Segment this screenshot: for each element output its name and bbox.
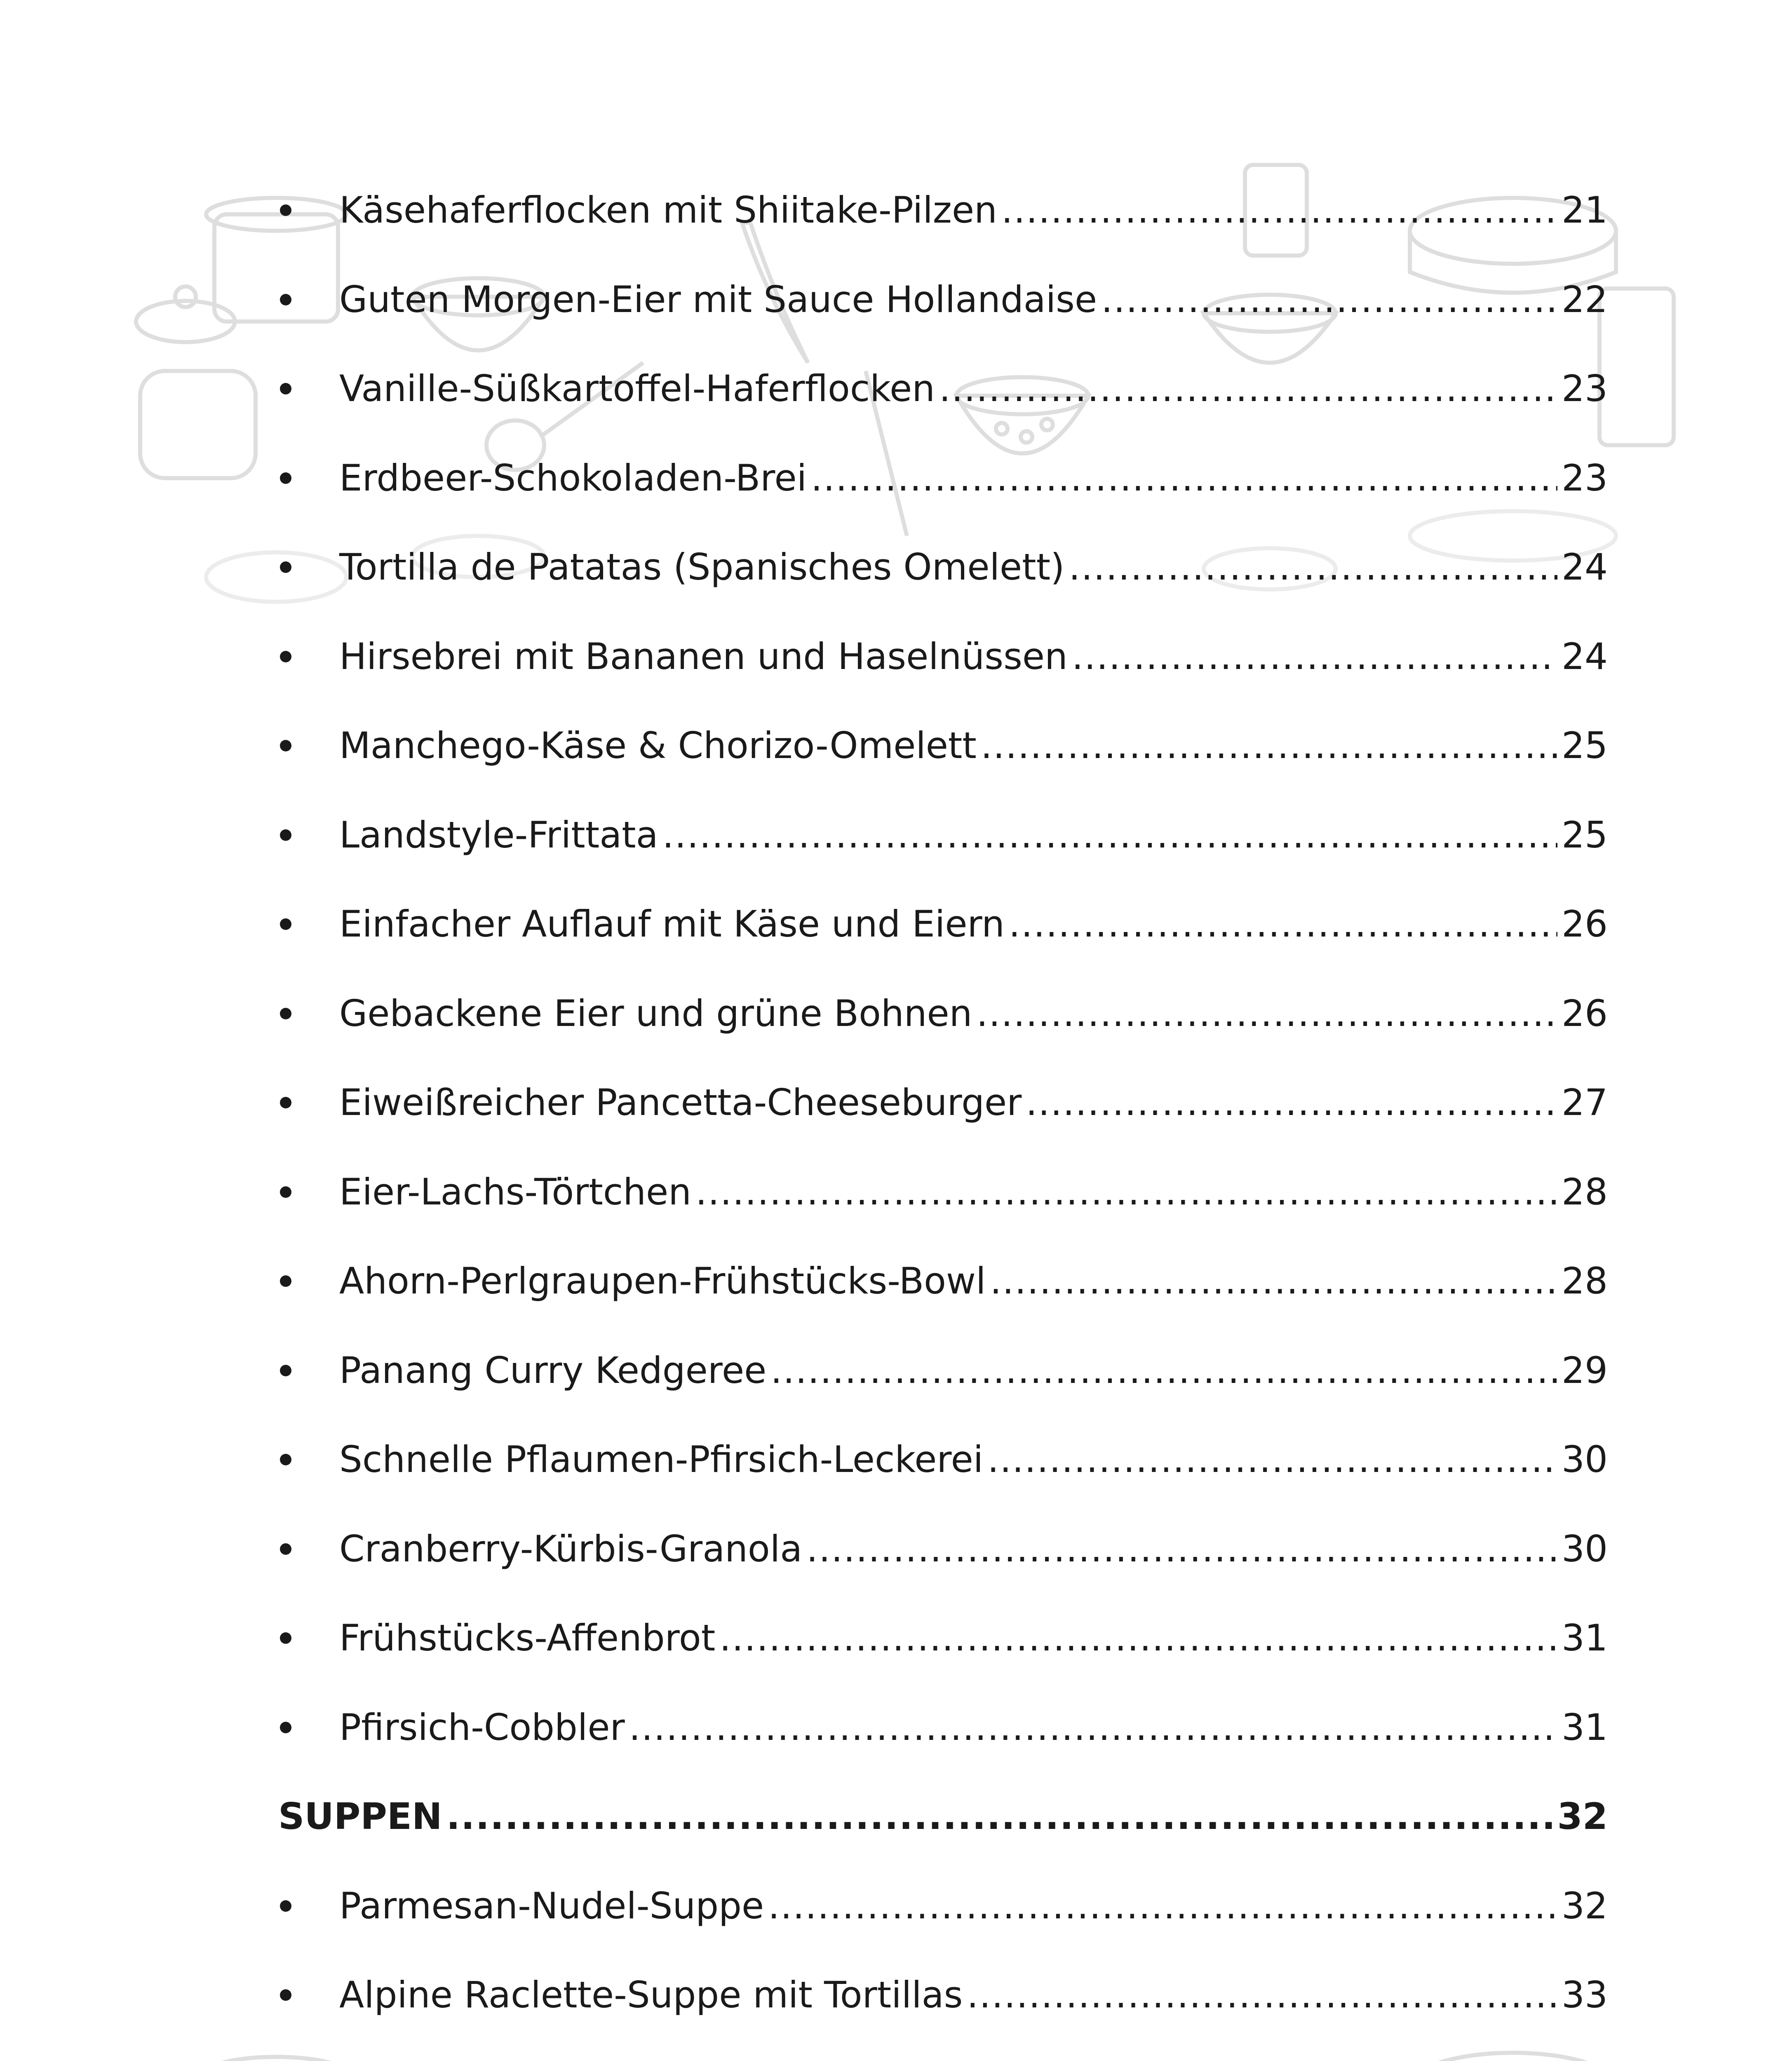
dot-leader (1101, 282, 1557, 318)
bullet-icon (280, 383, 291, 394)
toc-entry-body (339, 546, 1608, 589)
dot-leader (629, 1709, 1557, 1746)
toc-entry-body (339, 1884, 1608, 1927)
toc-entry[interactable] (278, 1951, 1608, 2040)
toc-entry-title: Erdbeer-Schokoladen-Brei (339, 456, 807, 499)
toc-entry-title: Frühstücks-Affenbrot (339, 1617, 716, 1660)
toc-entry-body (339, 367, 1608, 410)
toc-entry[interactable] (278, 1505, 1608, 1594)
table-of-contents (278, 166, 1608, 2061)
bullet-icon (280, 1186, 291, 1198)
toc-entry-body (278, 1795, 1608, 1838)
toc-page-number: 32 (1562, 1884, 1608, 1927)
bullet-icon (280, 1097, 291, 1108)
dot-leader (806, 1531, 1557, 1567)
toc-entry-body (339, 635, 1608, 678)
bullet-icon (280, 294, 291, 305)
dot-leader (1026, 1084, 1557, 1121)
bullet-icon (280, 918, 291, 930)
toc-entry[interactable] (278, 434, 1608, 523)
toc-page-number: 25 (1562, 724, 1608, 767)
toc-entry[interactable] (278, 880, 1608, 969)
pot-with-lid-icon (136, 286, 256, 478)
bullet-icon (280, 1275, 291, 1287)
toc-entry[interactable] (278, 1058, 1608, 1148)
toc-entry-title: Hirsebrei mit Bananen und Haselnüssen (339, 635, 1068, 678)
dot-leader (446, 1798, 1553, 1835)
toc-entry[interactable] (278, 1683, 1608, 1772)
dot-leader (770, 1352, 1557, 1389)
toc-entry[interactable] (278, 166, 1608, 255)
toc-page-number: 27 (1562, 1081, 1608, 1124)
bullet-icon (280, 1008, 291, 1019)
toc-page-number: 31 (1562, 1706, 1608, 1749)
toc-entry-title: Panang Curry Kedgeree (339, 1349, 767, 1392)
toc-page-number: 30 (1562, 1527, 1608, 1570)
toc-entry-title: Guten Morgen-Eier mit Sauce Hollandaise (339, 278, 1097, 321)
toc-page-number: 26 (1562, 992, 1608, 1035)
toc-entry[interactable] (278, 612, 1608, 702)
toc-page-number: 24 (1562, 546, 1608, 589)
toc-entry-body (339, 1349, 1608, 1392)
toc-entry-body (339, 189, 1608, 232)
dot-leader (967, 1977, 1557, 2013)
toc-page-number: 26 (1562, 903, 1608, 946)
toc-entry-title: Eier-Lachs-Törtchen (339, 1170, 691, 1213)
toc-entry-title: Landstyle-Frittata (339, 813, 658, 856)
toc-entry[interactable] (278, 255, 1608, 345)
bullet-icon (280, 1365, 291, 1376)
dot-leader (990, 1263, 1557, 1299)
toc-entry[interactable] (278, 969, 1608, 1059)
toc-entry-body (339, 1170, 1608, 1213)
bullet-icon (280, 472, 291, 484)
toc-entry-body (339, 992, 1608, 1035)
toc-entry-title: SUPPEN (278, 1795, 442, 1838)
dot-leader (768, 1888, 1557, 1924)
bullet-icon (280, 1543, 291, 1555)
toc-entry[interactable] (278, 2040, 1608, 2061)
toc-entry-title: Cranberry-Kürbis-Granola (339, 1527, 803, 1570)
toc-entry[interactable] (278, 791, 1608, 880)
toc-entry[interactable] (278, 1415, 1608, 1505)
bullet-icon (280, 651, 291, 662)
dot-leader (662, 817, 1557, 853)
toc-entry-title: Pfirsich-Cobbler (339, 1706, 625, 1749)
bullet-icon (280, 740, 291, 751)
dot-leader (719, 1620, 1557, 1656)
bullet-icon (280, 829, 291, 841)
bullet-icon (280, 1989, 291, 2001)
toc-entry[interactable] (278, 523, 1608, 612)
toc-entry-title: Tortilla de Patatas (Spanisches Omelett) (339, 546, 1065, 589)
toc-entry-title: Manchego-Käse & Chorizo-Omelett (339, 724, 977, 767)
toc-entry-body (339, 1260, 1608, 1303)
toc-entry-body (339, 1617, 1608, 1660)
dot-leader (1009, 906, 1557, 942)
toc-entry-title: Ahorn-Perlgraupen-Frühstücks-Bowl (339, 1260, 986, 1303)
toc-entry[interactable] (278, 1594, 1608, 1683)
toc-page-number: 24 (1562, 635, 1608, 678)
toc-entry-body (339, 813, 1608, 856)
toc-page-number: 30 (1562, 1438, 1608, 1481)
toc-entry-title: Schnelle Pflaumen-Pfirsich-Leckerei (339, 1438, 984, 1481)
toc-entry[interactable] (278, 701, 1608, 791)
toc-entry-body (339, 1438, 1608, 1481)
toc-entry[interactable] (278, 1326, 1608, 1415)
toc-entry[interactable] (278, 344, 1608, 434)
dot-leader (695, 1174, 1557, 1210)
toc-page-number: 29 (1562, 1349, 1608, 1392)
toc-page-number: 31 (1562, 1617, 1608, 1660)
toc-entry-body (339, 1706, 1608, 1749)
dot-leader (981, 728, 1557, 764)
toc-entry[interactable] (278, 1861, 1608, 1951)
toc-section-heading[interactable] (278, 1772, 1608, 1861)
toc-entry-title: Eiweißreicher Pancetta-Cheeseburger (339, 1081, 1022, 1124)
toc-page-number: 25 (1562, 813, 1608, 856)
bullet-icon (280, 1632, 291, 1644)
toc-page-number: 33 (1562, 1974, 1608, 2016)
toc-page-number: 23 (1562, 367, 1608, 410)
bullet-icon (280, 1454, 291, 1465)
toc-page-number: 21 (1562, 189, 1608, 232)
toc-entry-title: Käsehaferflocken mit Shiitake-Pilzen (339, 189, 997, 232)
bullet-icon (280, 561, 291, 573)
toc-page-number: 22 (1562, 278, 1608, 321)
toc-entry-body (339, 724, 1608, 767)
toc-entry-body (339, 903, 1608, 946)
toc-entry-title: Vanille-Süßkartoffel-Haferflocken (339, 367, 935, 410)
toc-entry-body (339, 456, 1608, 499)
grater-icon (1599, 289, 1674, 445)
dot-leader (1001, 192, 1557, 228)
dot-leader (811, 460, 1557, 496)
bullet-icon (280, 1722, 291, 1733)
dot-leader (987, 1441, 1557, 1478)
toc-page-number: 32 (1557, 1795, 1608, 1838)
toc-entry-body (339, 1974, 1608, 2016)
toc-entry-body (339, 1081, 1608, 1124)
dot-leader (1072, 638, 1557, 675)
toc-page-number: 28 (1562, 1170, 1608, 1213)
toc-entry-title: Einfacher Auflauf mit Käse und Eiern (339, 903, 1005, 946)
bullet-icon (280, 204, 291, 216)
toc-entry[interactable] (278, 1148, 1608, 1237)
bullet-icon (280, 1900, 291, 1912)
toc-entry-title: Alpine Raclette-Suppe mit Tortillas (339, 1974, 963, 2016)
toc-entry-title: Gebackene Eier und grüne Bohnen (339, 992, 972, 1035)
toc-entry-body (339, 1527, 1608, 1570)
toc-page-number: 23 (1562, 456, 1608, 499)
toc-entry-body (339, 278, 1608, 321)
toc-entry[interactable] (278, 1237, 1608, 1326)
dot-leader (1069, 549, 1557, 585)
toc-page-number: 28 (1562, 1260, 1608, 1303)
dot-leader (976, 995, 1557, 1032)
dot-leader (939, 371, 1557, 407)
toc-entry-title: Parmesan-Nudel-Suppe (339, 1884, 764, 1927)
